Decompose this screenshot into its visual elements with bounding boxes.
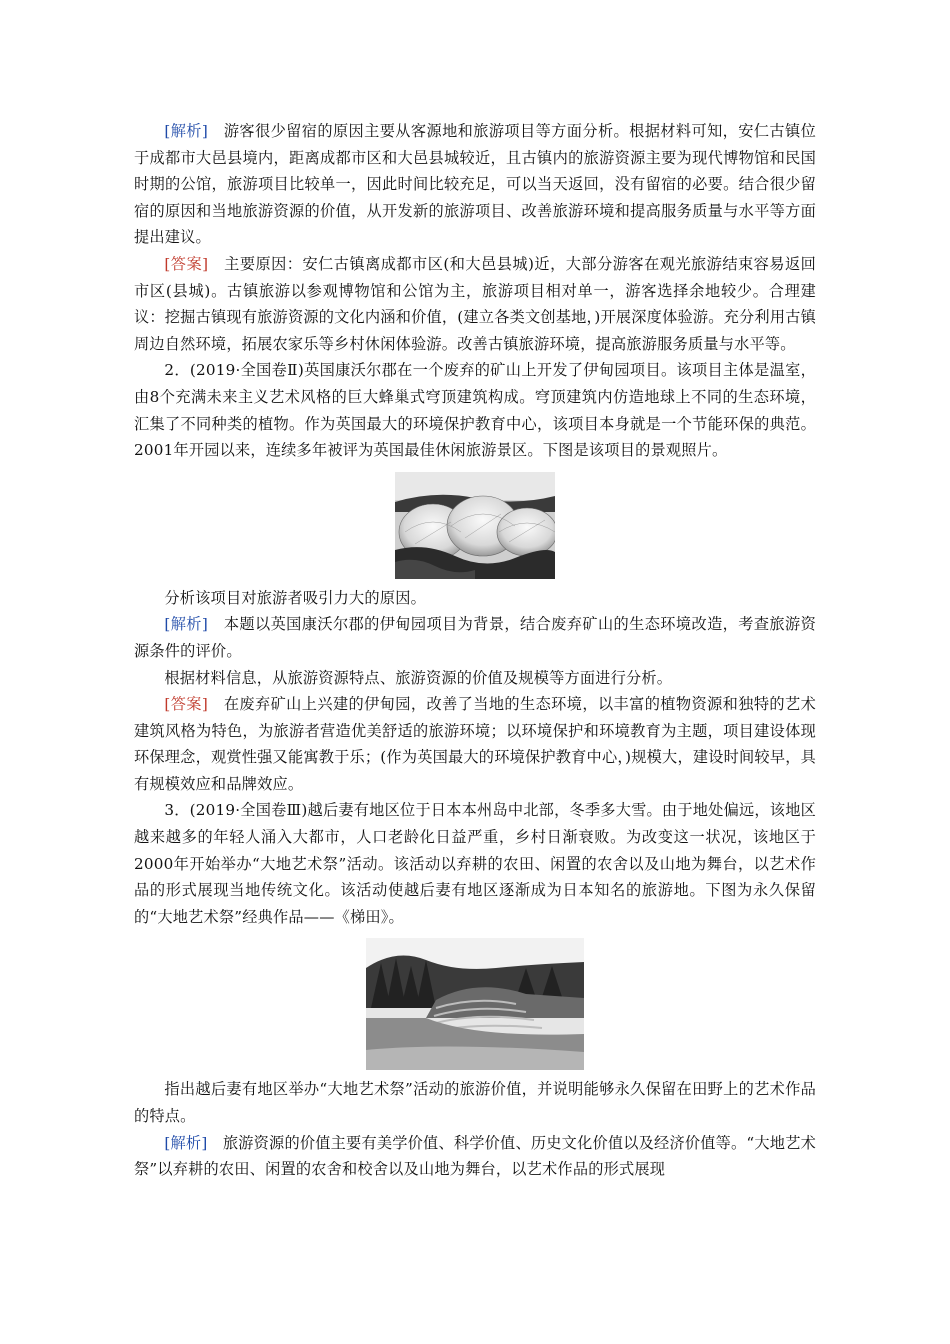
terraced-fields-photo [366,938,584,1070]
q2-answer [134,691,816,797]
analysis-tag: [解析] [164,1133,208,1152]
document-page [134,118,816,1183]
eden-project-domes-icon [395,472,555,579]
q2-answer-text: 在废弃矿山上兴建的伊甸园，改善了当地的生态环境，以丰富的植物资源和独特的艺术建筑风格为特色，为旅游者营造优美舒适的旅游环境；以环境保护和环境教育为主题，项目建设体现环保理念，观赏性强又能寓教于乐；(作为英国最大的环境保护教育中心，)规模大，建设时间较早，具有规模效应和品牌效应。 [134,695,816,793]
p2-answer-text: 主要原因：安仁古镇离成都市区(和大邑县城)近，大部分游客在观光旅游结束容易返回市区(县城)。古镇旅游以参观博物馆和公馆为主，旅游项目相对单一，游客选择余地较少。合理建议：挖掘古镇现有旅游资源的文化内涵和价值，(建立各类文创基地，)开展深度体验游。充分利用古镇周边自然环境，拓展农家乐等乡村休闲体验游。改善古镇旅游环境，提高旅游服务质量与水平等。 [134,254,816,353]
q2-question: 分析该项目对旅游者吸引力大的原因。 [164,588,426,607]
q3-analysis [134,1130,816,1183]
answer-tag: [答案] [164,254,209,273]
q2-stem: 2．(2019·全国卷Ⅱ)英国康沃尔郡在一个废弃的矿山上开发了伊甸园项目。该项目主体是温室，由8个充满未来主义艺术风格的巨大蜂巢式穹顶建筑构成。穹顶建筑内仿造地球上不同的生态环境，汇集了不同种类的植物。作为英国最大的环境保护教育中心，该项目本身就是一个节能环保的典范。2001年开园以来，连续多年被评为英国最佳休闲旅游景区。下图是该项目的景观照片。 [134,361,816,460]
p2-answer [134,251,816,357]
q3-stem: 3．(2019·全国卷Ⅲ)越后妻有地区位于日本本州岛中北部，冬季多大雪。由于地处偏远，该地区越来越多的年轻人涌入大都市，人口老龄化日益严重，乡村日渐衰败。为改变这一状况，该地区于2000年开始举办“大地艺术祭”活动。该活动以弃耕的农田、闲置的农舍以及山地为舞台，以艺术作品的形式展现当地传统文化。该活动使越后妻有地区逐渐成为日本知名的旅游地。下图为永久保留的“大地艺术祭”经典作品——《梯田》。 [134,801,816,926]
p1-analysis-text: 游客很少留宿的原因主要从客源地和旅游项目等方面分析。根据材料可知，安仁古镇位于成都市大邑县境内，距离成都市区和大邑县城较近，且古镇内的旅游资源主要为现代博物馆和民国时期的公馆，旅游项目比较单一，因此时间比较充足，可以当天返回，没有留宿的必要。结合很少留宿的原因和当地旅游资源的价值，从开发新的旅游项目、改善旅游环境和提高服务质量与水平等方面提出建议。 [134,122,816,247]
q2-analysis-2: 根据材料信息，从旅游资源特点、旅游资源的价值及规模等方面进行分析。 [164,668,673,687]
q2-analysis-text: 本题以英国康沃尔郡的伊甸园项目为背景，结合废弃矿山的生态环境改造，考查旅游资源条件的评价。 [134,615,816,660]
answer-tag: [答案] [164,695,209,714]
terraced-fields-icon [366,938,584,1070]
analysis-tag: [解析] [164,122,209,140]
p1-analysis [134,118,816,251]
q3-question: 指出越后妻有地区举办“大地艺术祭”活动的旅游价值，并说明能够永久保留在田野上的艺术作品的特点。 [134,1080,816,1126]
eden-project-photo [395,472,555,579]
q3-analysis-text: 旅游资源的价值主要有美学价值、科学价值、历史文化价值以及经济价值等。“大地艺术祭”以弃耕的农田、闲置的农舍和校舍以及山地为舞台，以艺术作品的形式展现 [134,1133,816,1179]
q2-analysis [134,611,816,664]
analysis-tag: [解析] [164,615,209,634]
